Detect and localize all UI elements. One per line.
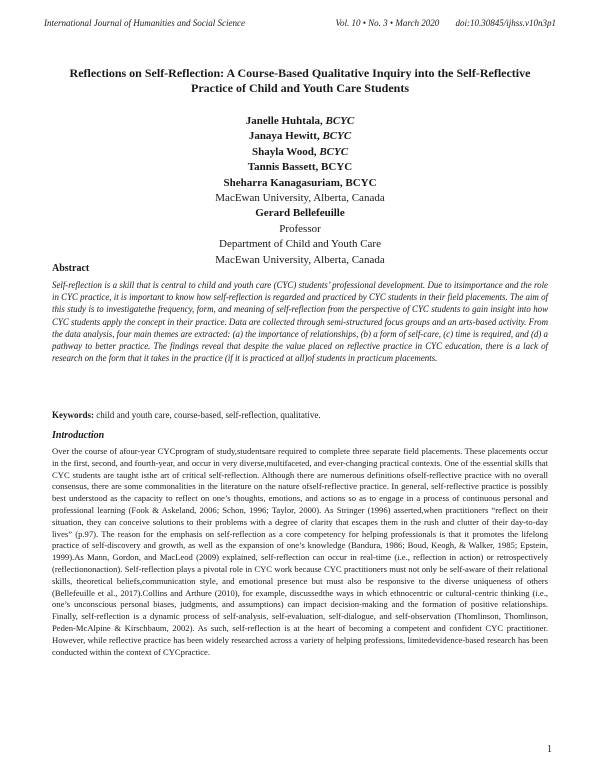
page-number: 1	[547, 744, 552, 755]
author-block	[100, 114, 500, 268]
author-1: Janelle Huhtala, BCYC	[245, 115, 355, 127]
issue-volume: Vol. 10 • No. 3 • March 2020	[335, 18, 440, 28]
journal-name: International Journal of Humanities and Social Science	[44, 18, 245, 28]
keywords-text: child and youth care, course-based, self-reflection, qualitative.	[94, 410, 321, 420]
keywords-label: Keywords:	[52, 410, 94, 420]
senior-author-role: Professor	[279, 222, 321, 235]
affiliation: MacEwan University, Alberta, Canada	[215, 192, 385, 205]
issue-info	[322, 18, 556, 30]
introduction-heading: Introduction	[52, 430, 105, 441]
author-5: Sheharra Kanagasuriam, BCYC	[223, 176, 377, 189]
running-header	[44, 18, 556, 30]
paper-title: Reflections on Self-Reflection: A Course-Based Qualitative Inquiry into the Self-Reflective Practice of Child and Youth Care Students	[69, 66, 531, 95]
introduction-text: Over the course of afour-year CYCprogram of study,studentsare required to complete three separate field placements. These placements occur in the first, second, and fourth-year, and occur in very diverse,multifaceted, and ever-changing practical contexts. One of the essential skills that CYC students are taught isthe art of critical self-reflection. Although there are numerous definitions ofself-reflective practice with no overall consensus, there are some commonalities in the literature on the nature ofself-reflective practice. In general, self-reflective practice is possibly best understood as the capacity to reflect on one’s thoughts, emotions, and actions so as to engage in a process of continuous personal and professional learning (Fook & Askeland, 2006; Schon, 1996; Taylor, 2000). As Stringer (1996) asserted,when practitioners “reflect on their situation, they can conceive solutions to their problems with a degree of clarity that escapes them in the rush and clutter of their day-to-day lives” (p.97). The reason for the emphasis on self-reflection as a core competency for helping professionals is that it promotes the lifelong practice of self-discovery and growth, as well as the expansion of one’s knowledge (Bandura, 1986; Boud, Keogh, & Walker, 1985; Epstein, 1999).As Mann, Gordon, and MacLeod (2009) explained, self-reflection can occur in real-time (i.e., reflection in action) or retrospectively (reflectiononaction). Self-reflection plays a pivotal role in CYC work because CYC practitioners must not only be self-aware of their relational skills, theoretical beliefs,communication style, and emotional presence but must also be responsive to the diverse uniqueness of others (Bellefeuille et al., 2017).Collins and Arthure (2010), for example, discussedthe ways in which ethnocentric or cultural-centric thinking (i.e., one’s unconscious personal biases, judgments, and assumptions) can impact decision-making and the formation of positive relationships. Finally, self-reflection is a dynamic process of self-analysis, self-evaluation, self-dialogue, and self-observation (Thomlinson, Thomlinson, Peden-McAlpine & Kirschbaum, 2002). As such, self-reflection is at the heart of becoming a competent and confident CYC practitioner. However, while reflective practice has been widely researched across a variety of helping professions, limitedevidence-based research has been conducted within the context of CYCpractice.	[52, 446, 548, 657]
author-2: Janaya Hewitt, BCYC	[248, 130, 352, 143]
author-3: Shayla Wood, BCYC	[251, 145, 349, 158]
senior-author-dept: Department of Child and Youth Care	[219, 238, 381, 251]
keywords	[52, 410, 548, 420]
author-4: Tannis Bassett, BCYC	[247, 161, 353, 174]
abstract-text: Self-reflection is a skill that is central to child and youth care (CYC) students’ professional development. Due to itsimportance and the role in CYC practice, it is important to know how self-reflection is regarded and practiced by CYC students in their field placements. The aim of this study is to investigatethe frequency, form, and meaning of self-reflection from the perspective of CYC students to gain insight into how CYC students apply the concept in their practice. Data are collected through semi-structured focus groups and an arts-based activity. From the data analysis, four main themes are extracted: (a) the importance of relationships, (b) a form of self-care, (c) time is required, and (d) a pathway to better practice. The findings reveal that despite the value placed on reflective practice in CYC education, there is a lack of research on the form that it takes in the practice (if it is practiced at all)of students in practicum placements.	[52, 280, 548, 364]
abstract-heading: Abstract	[52, 263, 90, 274]
doi: doi:10.30845/ijhss.v10n3p1	[455, 18, 556, 28]
senior-author-name: Gerard Bellefeuille	[255, 207, 345, 220]
senior-author-affiliation: MacEwan University, Alberta, Canada	[215, 253, 385, 266]
